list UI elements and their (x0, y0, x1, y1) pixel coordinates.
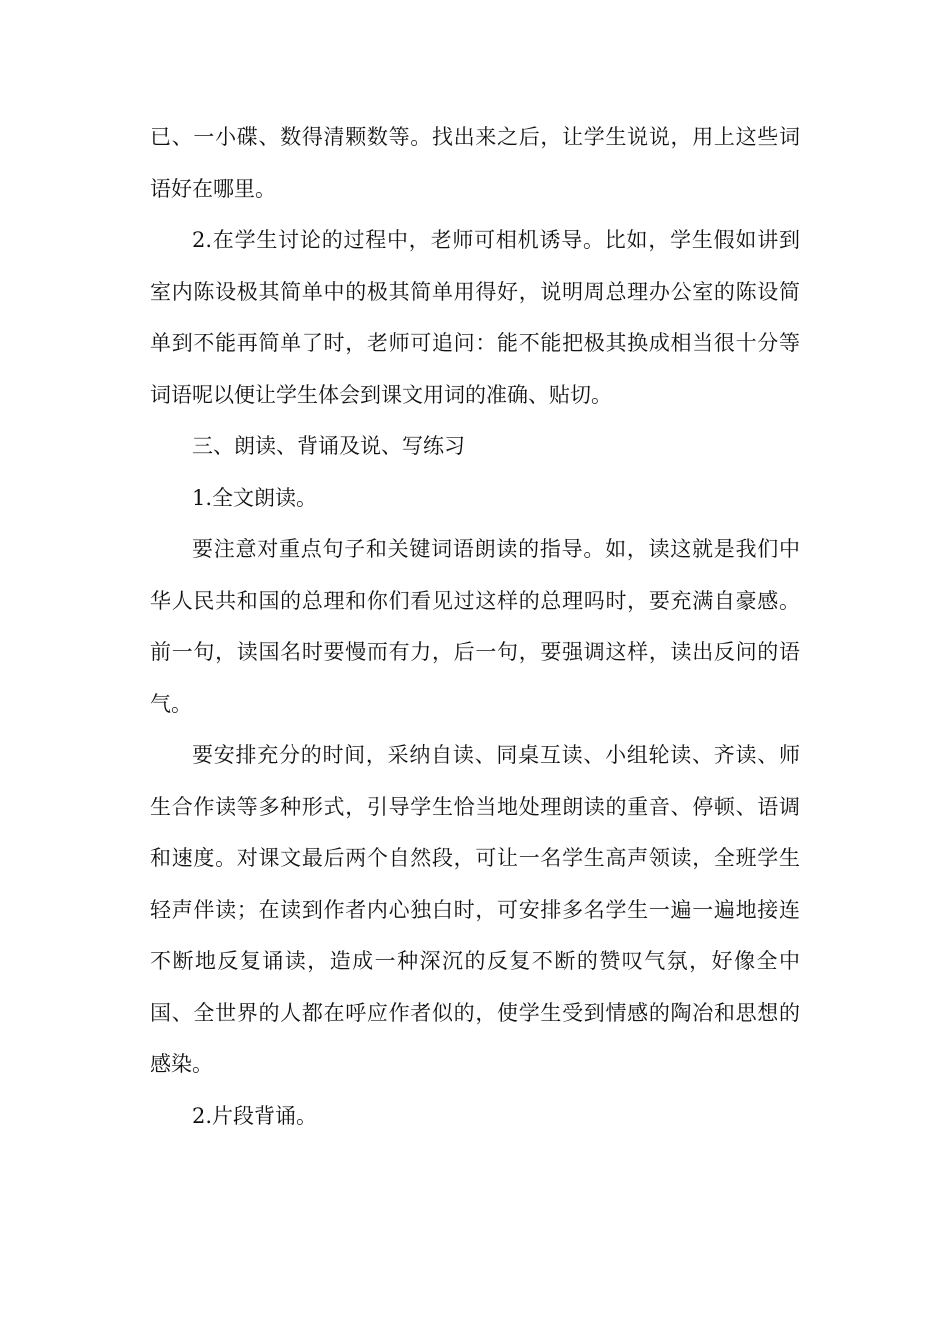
paragraph-reading-guidance: 要注意对重点句子和关键词语朗读的指导。如，读这就是我们中华人民共和国的总理和你们看见过这样的总理吗时，要充满自豪感。前一句，读国名时要慢而有力，后一句，要强调这样，读出反问的语气。 (150, 537, 800, 716)
paragraph-teacher-guidance: 2.在学生讨论的过程中，老师可相机诱导。比如，学生假如讲到室内陈设极其简单中的极其简单用得好，说明周总理办公室的陈设简单到不能再简单了时，老师可追问：能不能把极其换成相当很十分等词语呢以便让学生体会到课文用词的准确、贴切。 (150, 228, 800, 407)
document-body (150, 112, 800, 1142)
subheading-full-reading: 1.全文朗读。 (192, 485, 318, 510)
paragraph-reading-forms: 要安排充分的时间，采纳自读、同桌互读、小组轮读、齐读、师生合作读等多种形式，引导学生恰当地处理朗读的重音、停顿、语调和速度。对课文最后两个自然段，可让一名学生高声领读，全班学生轻声伴读；在读到作者内心独白时，可安排多名学生一遍一遍地接连不断地反复诵读，造成一种深沉的反复不断的赞叹气氛，好像全中国、全世界的人都在呼应作者似的，使学生受到情感的陶冶和思想的感染。 (150, 743, 800, 1076)
subheading-recitation: 2.片段背诵。 (192, 1103, 318, 1128)
paragraph-continuation: 已、一小碟、数得清颗数等。找出来之后，让学生说说，用上这些词语好在哪里。 (150, 125, 800, 201)
section-heading: 三、朗读、背诵及说、写练习 (192, 434, 465, 458)
